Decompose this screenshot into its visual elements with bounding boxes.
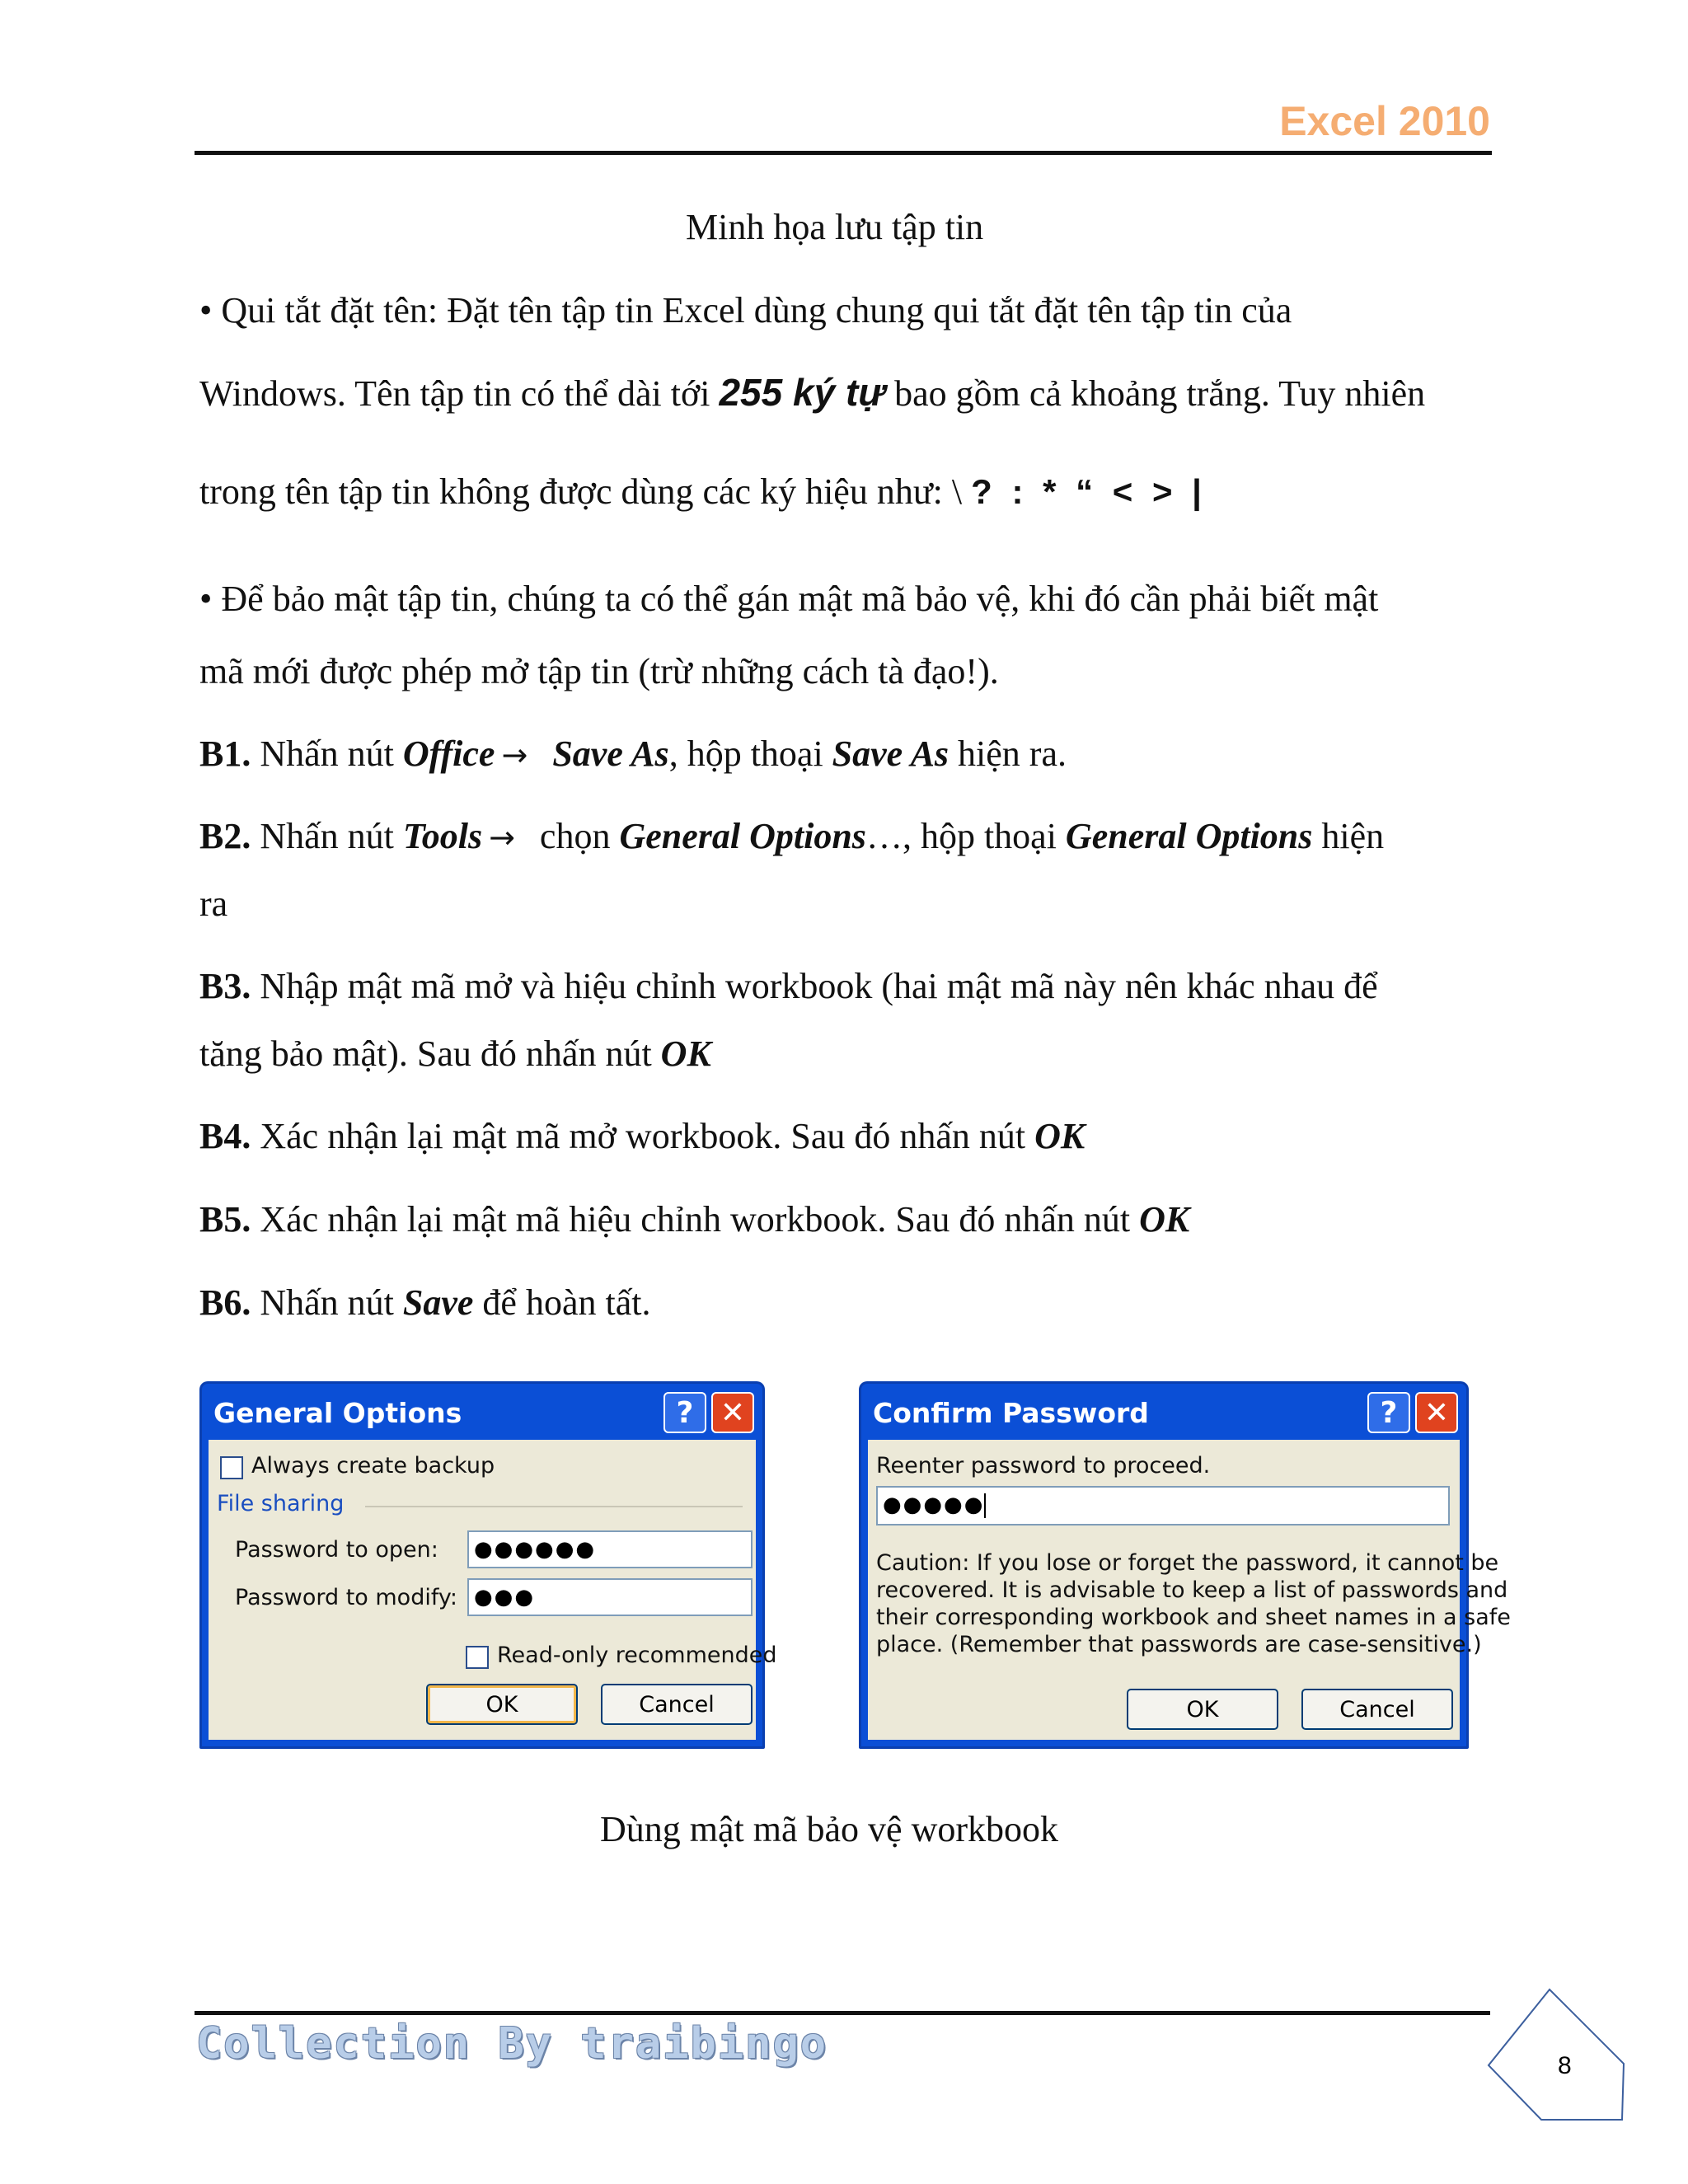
readonly-checkbox[interactable]: [466, 1646, 489, 1669]
caption-bottom: Dùng mật mã bảo vệ workbook: [600, 1809, 1058, 1849]
text-cursor: [984, 1493, 986, 1518]
para1-line2: Windows. Tên tập tin có thể dài tới 255 ký tự bao gồm cả khoảng trắng. Tuy nhiên: [199, 371, 1426, 414]
password-modify-label: Password to modify:: [235, 1585, 457, 1610]
reenter-prompt: Reenter password to proceed.: [876, 1453, 1211, 1479]
step-b4: B4. Xác nhận lại mật mã mở workbook. Sau đó nhấn nút OK: [199, 1116, 1085, 1156]
caution-line-2: recovered. It is advisable to keep a list of passwords and: [876, 1577, 1508, 1603]
help-icon[interactable]: ?: [1367, 1392, 1410, 1433]
arrow-icon: →: [501, 737, 528, 773]
bullet: •: [199, 290, 213, 330]
confirm-password-dialog: [859, 1381, 1511, 1749]
step-b3: B3. Nhập mật mã mở và hiệu chỉnh workbook (hai mật mã này nên khác nhau để: [199, 966, 1378, 1006]
para1-line3: trong tên tập tin không được dùng các ký hiệu như: \ ? : * “ < > |: [199, 471, 1207, 512]
caution-line-1: Caution: If you lose or forget the password, it cannot be: [876, 1550, 1499, 1576]
ok-button[interactable]: OK: [1127, 1689, 1278, 1730]
cancel-button[interactable]: Cancel: [1301, 1689, 1453, 1730]
caution-line-3: their corresponding workbook and sheet names in a safe: [876, 1605, 1511, 1630]
footer-rule: [195, 2011, 1490, 2015]
password-open-label: Password to open:: [235, 1537, 438, 1563]
header-rule: [195, 151, 1492, 155]
help-icon[interactable]: ?: [663, 1392, 706, 1433]
footer-text: Collection By traibingo: [196, 2019, 828, 2069]
confirm-password-field[interactable]: ●●●●●: [876, 1486, 1450, 1526]
dialog-title: General Options: [213, 1397, 462, 1429]
dialog-title: Confirm Password: [873, 1397, 1149, 1429]
para1-line1: • Qui tắt đặt tên: Đặt tên tập tin Excel dùng chung qui tắt đặt tên tập tin của: [199, 290, 1292, 330]
dialog-body: [868, 1440, 1511, 1740]
cancel-button[interactable]: Cancel: [601, 1684, 753, 1725]
forbidden-symbols: ? : * “ < > |: [971, 472, 1207, 511]
header-title: Excel 2010: [1279, 98, 1490, 144]
password-open-field[interactable]: ●●●●●●: [467, 1530, 753, 1568]
para2-line2: mã mới được phép mở tập tin (trừ những cách tà đạo!).: [199, 651, 999, 691]
char-limit: 255 ký tự: [719, 371, 886, 414]
step-b1: B1. Nhấn nút Office → Save As, hộp thoại Save As hiện ra.: [199, 733, 1067, 774]
readonly-label: Read-only recommended: [497, 1643, 777, 1668]
file-sharing-label: File sharing: [217, 1491, 345, 1516]
general-options-dialog: [199, 1381, 777, 1749]
caution-line-4: place. (Remember that passwords are case-sensitive.): [876, 1632, 1482, 1657]
backup-checkbox[interactable]: [220, 1456, 243, 1479]
dialog-body: [209, 1440, 777, 1740]
step-b3-cont: tăng bảo mật). Sau đó nhấn nút OK: [199, 1033, 711, 1074]
ok-button[interactable]: OK: [426, 1684, 578, 1725]
backup-label: Always create backup: [251, 1453, 495, 1479]
page-number: 8: [1558, 2052, 1572, 2079]
step-b5: B5. Xác nhận lại mật mã hiệu chỉnh workbook. Sau đó nhấn nút OK: [199, 1199, 1190, 1240]
step-b6: B6. Nhấn nút Save để hoàn tất.: [199, 1282, 651, 1323]
divider: [365, 1506, 743, 1507]
step-b2: B2. Nhấn nút Tools → chọn General Options…, hộp thoại General Options hiện: [199, 816, 1385, 856]
close-icon[interactable]: ✕: [1415, 1392, 1458, 1433]
password-modify-field[interactable]: ●●●: [467, 1578, 753, 1616]
close-icon[interactable]: ✕: [711, 1392, 754, 1433]
bullet: •: [199, 579, 213, 619]
arrow-icon: →: [489, 819, 515, 855]
caption-top: Minh họa lưu tập tin: [686, 207, 984, 247]
para2-line1: • Để bảo mật tập tin, chúng ta có thể gán mật mã bảo vệ, khi đó cần phải biết mật: [199, 579, 1379, 619]
step-b2-cont: ra: [199, 883, 228, 924]
